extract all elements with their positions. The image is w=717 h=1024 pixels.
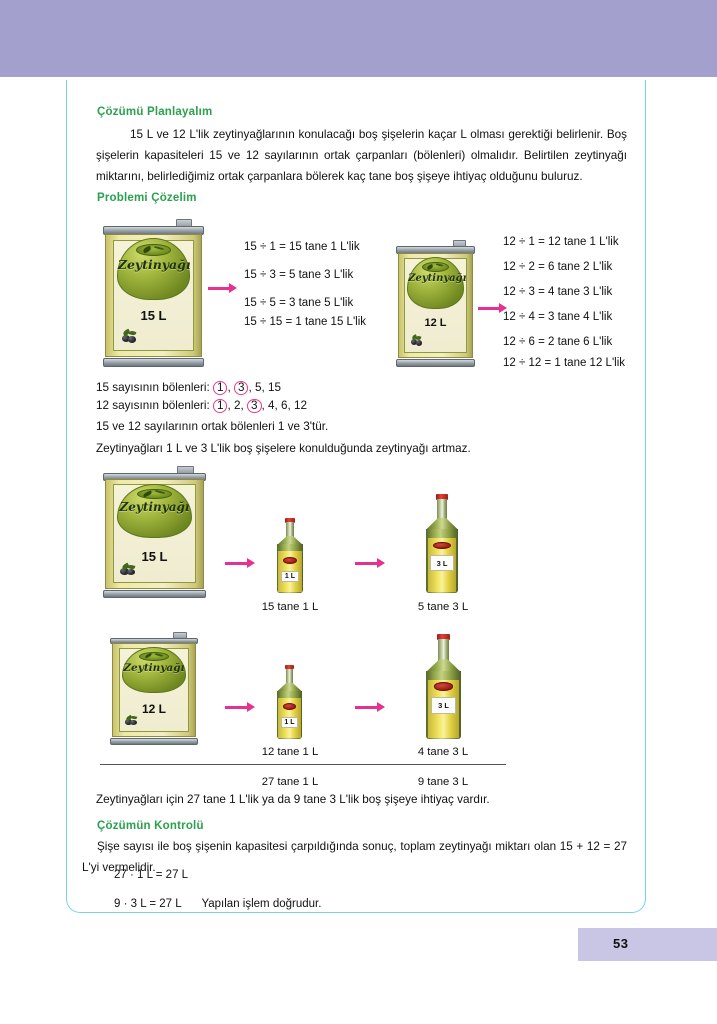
oil-can-12l-top — [396, 240, 475, 367]
olives-icon — [410, 334, 424, 346]
no-remainder-sentence: Zeytinyağları 1 L ve 3 L'lik boş şişelere konulduğunda zeytinyağı artmaz. — [96, 442, 471, 455]
division-12-line-1: 12 ÷ 2 = 6 tane 2 L'lik — [503, 261, 613, 273]
paragraph-plan: 15 L ve 12 L'lik zeytinyağlarının konulacağı boş şişelerin kaçar L olması gerektiği belirlenir. Boş şişelerin kapasiteleri 15 ve 12 sayılarının ortak çarpanları (bölenleri) olmalıdır. Belirtilen zeytinyağı miktarını, belirlediğimiz ortak çarpanlara bölerek kaç tane boş şişeye ihtiyaç olduğunu buluruz. — [96, 128, 627, 183]
divisor-15-circled-3: 3 — [234, 381, 249, 395]
can-brand-text: Zeytinyağı — [117, 257, 191, 273]
check-calculation-2: 9 · 3 L = 27 L — [114, 898, 182, 910]
can-bottom-rim — [396, 359, 475, 367]
divisor-12-plain-6: 6 — [281, 399, 288, 412]
can-volume-text: 12 L — [424, 316, 447, 329]
can-dome-graphic — [117, 238, 190, 299]
olive-leaf-icon — [136, 244, 170, 256]
caption-row2-large: 4 tane 3 L — [417, 746, 469, 758]
divisor-12-circled-1: 1 — [213, 399, 228, 413]
heading-problemi-cozelim: Problemi Çözelim — [97, 192, 197, 204]
oil-can-15l-row1 — [103, 466, 206, 598]
arrow-row2-a — [225, 702, 257, 713]
olive-leaf-icon — [139, 652, 168, 661]
arrow-row1-a — [225, 558, 257, 569]
bottle-3l-row1 — [421, 494, 463, 593]
oil-can-12l-row2 — [110, 632, 198, 745]
can-brand-text: Zeytinyağı — [123, 661, 185, 674]
olives-icon — [124, 715, 139, 726]
can-body — [105, 234, 202, 357]
can-body — [398, 253, 474, 358]
can-bottom-rim — [103, 590, 206, 598]
can-dome-graphic — [122, 647, 185, 693]
can-dome-graphic — [407, 257, 467, 309]
bottle-1l-row2 — [273, 665, 306, 739]
bottle-neck — [286, 669, 294, 685]
division-15-line-0: 15 ÷ 1 = 15 tane 1 L'lik — [244, 241, 360, 253]
can-brand-text: Zeytinyağı — [119, 500, 190, 515]
bottle-neck — [438, 639, 449, 661]
divisor-15-circled-1: 1 — [213, 381, 228, 395]
olive-leaf-icon — [137, 489, 172, 499]
division-12-line-3: 12 ÷ 4 = 3 tane 4 L'lik — [503, 311, 613, 323]
caption-row1-large: 5 tane 3 L — [417, 601, 469, 613]
division-15-line-3: 15 ÷ 15 = 1 tane 15 L'lik — [244, 316, 366, 328]
arrow-row1-b — [355, 558, 387, 569]
arrow-right-15l — [208, 283, 238, 294]
division-12-line-4: 12 ÷ 6 = 2 tane 6 L'lik — [503, 336, 613, 348]
can-volume-text: 15 L — [141, 549, 168, 565]
divisors-12-label: 12 sayısının bölenleri: — [96, 399, 210, 412]
can-label-panel — [113, 240, 195, 351]
divisors-15-row: 15 sayısının bölenleri: 1 , 3 , 5, 15 — [96, 381, 282, 394]
can-label-panel — [119, 648, 190, 732]
can-bottom-rim — [103, 358, 204, 367]
olives-icon — [119, 563, 137, 576]
can-volume-text: 15 L — [140, 308, 167, 324]
olives-icon — [120, 329, 138, 343]
can-volume-text: 12 L — [141, 701, 166, 716]
paragraph-check: Şişe sayısı ile boş şişenin kapasitesi çarpıldığında sonuç, toplam zeytinyağı miktarı olan 15 + 12 = 27 L'yi vermelidir. — [82, 840, 627, 874]
divisors-12-row: 12 sayısının bölenleri: 1 , 2, 3 , 4, 6, 12 — [96, 399, 308, 412]
divisors-15-label: 15 sayısının bölenleri: — [96, 381, 210, 394]
division-12-line-2: 12 ÷ 3 = 4 tane 3 L'lik — [503, 286, 613, 298]
bottle-volume-label: 1 L — [281, 571, 299, 582]
caption-row2-small: 12 tane 1 L — [261, 746, 319, 758]
division-15-line-2: 15 ÷ 5 = 3 tane 5 L'lik — [244, 297, 354, 309]
divisor-12-plain-12: 12 — [294, 399, 308, 412]
divisor-15-plain-5: 5 — [254, 381, 262, 394]
bottle-shoulder — [426, 518, 458, 530]
page-number: 53 — [613, 936, 629, 951]
can-body — [112, 643, 196, 737]
bottle-1l-row1 — [273, 518, 307, 593]
bottle-shoulder — [426, 659, 460, 672]
page-header-band — [0, 0, 717, 77]
can-label-panel — [404, 258, 467, 353]
can-bottom-rim — [110, 738, 198, 745]
division-12-line-0: 12 ÷ 1 = 12 tane 1 L'lik — [503, 236, 619, 248]
bottle-oval-emblem — [283, 557, 297, 564]
olive-leaf-icon — [422, 262, 448, 272]
bottle-neck — [437, 499, 447, 520]
division-15-line-1: 15 ÷ 3 = 5 tane 3 L'lik — [244, 269, 354, 281]
check-calculation-2-note: Yapılan işlem doğrudur. — [201, 898, 322, 910]
divisor-12-plain-2: 2 — [233, 399, 241, 412]
bottle-volume-label: 3 L — [431, 697, 456, 714]
common-divisors-sentence: 15 ve 12 sayılarının ortak bölenleri 1 ve 3'tür. — [96, 420, 329, 433]
bottle-oval-emblem — [434, 682, 454, 690]
division-12-line-5: 12 ÷ 12 = 1 tane 12 L'lik — [503, 357, 625, 369]
check-calculation-2-row — [114, 898, 321, 910]
check-calculation-1: 27 · 1 L = 27 L — [114, 869, 189, 881]
bottle-3l-row2 — [421, 634, 466, 739]
can-label-panel — [113, 484, 196, 583]
totals-divider-rule — [100, 764, 506, 765]
caption-total-small: 27 tane 1 L — [261, 776, 319, 788]
can-body — [105, 479, 204, 589]
conclusion-sentence: Zeytinyağları için 27 tane 1 L'lik ya da 9 tane 3 L'lik boş şişeye ihtiyaç vardır. — [96, 793, 490, 806]
can-dome-graphic — [117, 484, 192, 538]
page-number-band — [578, 928, 717, 961]
bottle-neck — [286, 522, 294, 538]
arrow-row2-b — [355, 702, 387, 713]
bottle-volume-label: 1 L — [281, 717, 298, 728]
divisor-15-plain-15: 15 — [268, 381, 282, 394]
heading-cozumu-planlayalim: Çözümü Planlayalım — [97, 106, 213, 118]
heading-cozumun-kontrolu: Çözümün Kontrolü — [97, 820, 204, 832]
caption-row1-small: 15 tane 1 L — [261, 601, 319, 613]
divisor-12-circled-3: 3 — [247, 399, 262, 413]
oil-can-15l-top — [103, 219, 204, 367]
divisor-12-plain-4: 4 — [268, 399, 275, 412]
can-brand-text: Zeytinyağı — [408, 272, 467, 284]
caption-total-large: 9 tane 3 L — [417, 776, 469, 788]
bottle-volume-label: 3 L — [430, 555, 454, 571]
